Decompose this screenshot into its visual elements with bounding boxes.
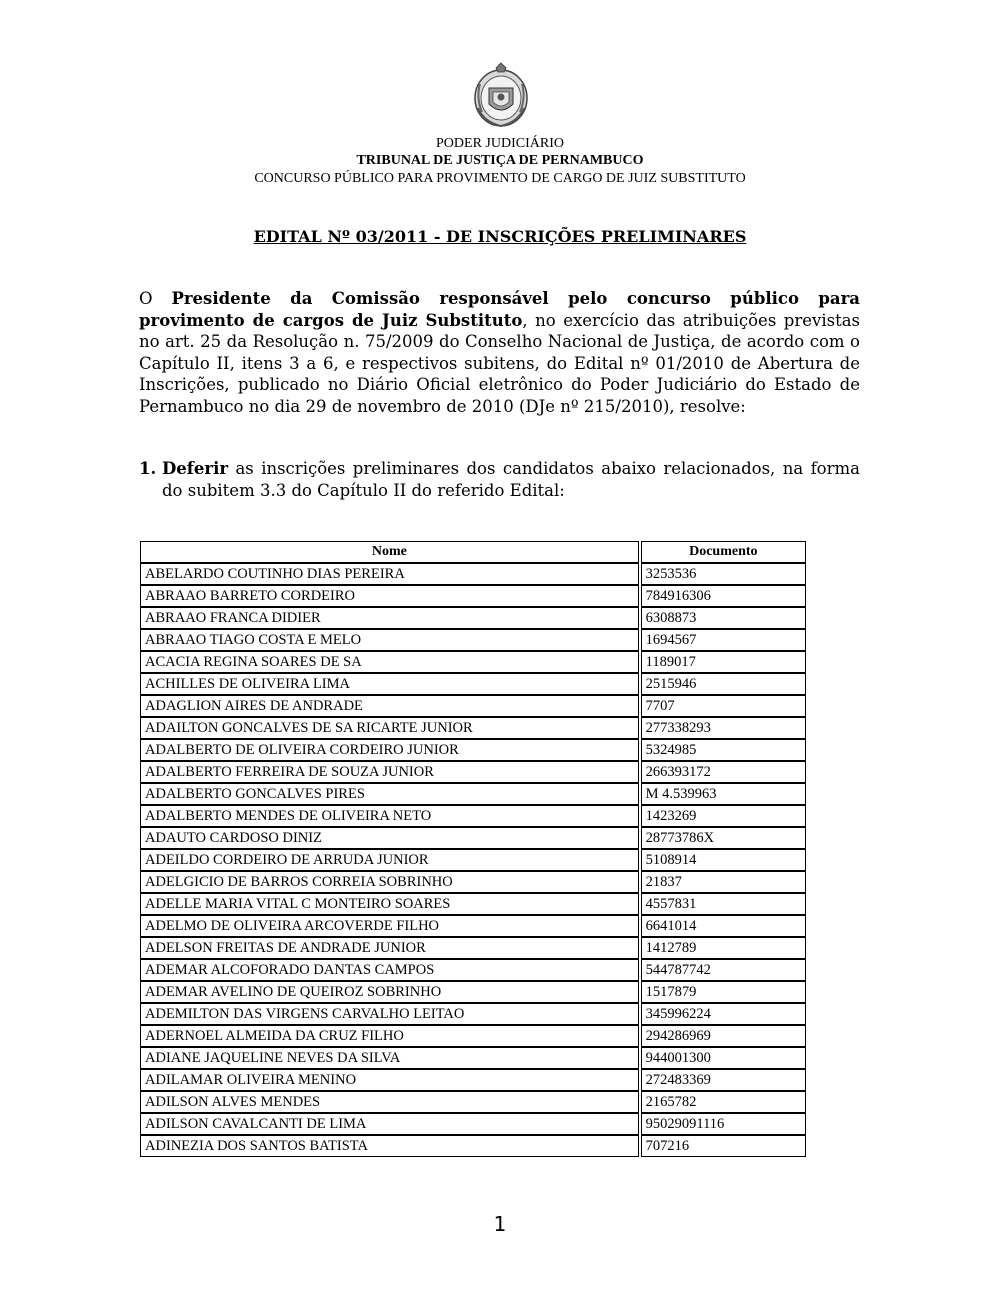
candidate-document: 1517879 [641,981,806,1003]
candidate-document: 345996224 [641,1003,806,1025]
candidate-name: ADELSON FREITAS DE ANDRADE JUNIOR [140,937,639,959]
candidate-document: 2165782 [641,1091,806,1113]
candidate-name: ADERNOEL ALMEIDA DA CRUZ FILHO [140,1025,639,1047]
table-row [140,563,806,585]
header-court-name: TRIBUNAL DE JUSTIÇA DE PERNAMBUCO [356,153,644,168]
candidate-document: 707216 [641,1135,806,1157]
table-row [140,1025,806,1047]
table-row [140,849,806,871]
candidate-document: 1423269 [641,805,806,827]
document-title: EDITAL Nº 03/2011 - DE INSCRIÇÕES PRELIMINARES [253,227,747,246]
table-row [140,607,806,629]
table-row [140,893,806,915]
candidate-name: ACHILLES DE OLIVEIRA LIMA [140,673,639,695]
column-header-document: Documento [641,541,806,563]
table-row [140,1003,806,1025]
candidate-name: ADELGICIO DE BARROS CORREIA SOBRINHO [140,871,639,893]
table-row [140,695,806,717]
candidates-table [140,541,806,1157]
candidate-document: 3253536 [641,563,806,585]
intro-paragraph [139,288,860,417]
table-row [140,915,806,937]
candidate-name: ADILSON CAVALCANTI DE LIMA [140,1113,639,1135]
table-row [140,585,806,607]
candidate-document: 6641014 [641,915,806,937]
candidate-name: ADIANE JAQUELINE NEVES DA SILVA [140,1047,639,1069]
table-row [140,871,806,893]
candidate-document: 1189017 [641,651,806,673]
candidate-document: 272483369 [641,1069,806,1091]
candidate-document: 5324985 [641,739,806,761]
resolution-item-1 [139,458,860,501]
candidate-name: ABRAAO BARRETO CORDEIRO [140,585,639,607]
candidate-document: 277338293 [641,717,806,739]
candidate-name: ADILSON ALVES MENDES [140,1091,639,1113]
table-row [140,1113,806,1135]
candidate-name: ABRAAO FRANCA DIDIER [140,607,639,629]
table-row [140,783,806,805]
table-header-row [140,541,806,563]
candidate-document: 944001300 [641,1047,806,1069]
header-court-branch: PODER JUDICIÁRIO [436,136,564,151]
candidate-document: 544787742 [641,959,806,981]
table-row [140,805,806,827]
item-bold: Deferir [162,459,229,478]
table-row [140,761,806,783]
item-number: 1. [139,459,157,478]
candidate-name: ADEMILTON DAS VIRGENS CARVALHO LEITAO [140,1003,639,1025]
table-row [140,1135,806,1157]
coat-of-arms-icon [470,62,532,130]
candidate-name: ADAUTO CARDOSO DINIZ [140,827,639,849]
header-contest-title: CONCURSO PÚBLICO PARA PROVIMENTO DE CARGO DE JUIZ SUBSTITUTO [254,171,746,186]
candidate-name: ADINEZIA DOS SANTOS BATISTA [140,1135,639,1157]
candidate-name: ACACIA REGINA SOARES DE SA [140,651,639,673]
candidate-document: M 4.539963 [641,783,806,805]
table-row [140,1047,806,1069]
candidate-document: 21837 [641,871,806,893]
candidate-name: ADEMAR AVELINO DE QUEIROZ SOBRINHO [140,981,639,1003]
table-row [140,981,806,1003]
table-row [140,629,806,651]
candidate-document: 7707 [641,695,806,717]
candidate-name: ADEILDO CORDEIRO DE ARRUDA JUNIOR [140,849,639,871]
candidate-name: ADALBERTO FERREIRA DE SOUZA JUNIOR [140,761,639,783]
candidate-document: 1694567 [641,629,806,651]
candidate-name: ADELLE MARIA VITAL C MONTEIRO SOARES [140,893,639,915]
candidate-document: 2515946 [641,673,806,695]
candidate-name: ADAGLION AIRES DE ANDRADE [140,695,639,717]
candidate-document: 6308873 [641,607,806,629]
candidate-document: 784916306 [641,585,806,607]
column-header-name: Nome [140,541,639,563]
candidate-name: ADALBERTO DE OLIVEIRA CORDEIRO JUNIOR [140,739,639,761]
item-rest: as inscrições preliminares dos candidatos abaixo relacionados, na forma do subitem 3.3 do Capítulo II do referido Edital: [162,459,860,500]
candidate-document: 266393172 [641,761,806,783]
candidate-document: 5108914 [641,849,806,871]
table-row [140,717,806,739]
candidate-document: 95029091116 [641,1113,806,1135]
candidate-document: 28773786X [641,827,806,849]
page-number: 1 [493,1212,507,1236]
table-row [140,827,806,849]
candidate-name: ADILAMAR OLIVEIRA MENINO [140,1069,639,1091]
table-row [140,1069,806,1091]
candidate-document: 294286969 [641,1025,806,1047]
table-row [140,651,806,673]
candidate-name: ADELMO DE OLIVEIRA ARCOVERDE FILHO [140,915,639,937]
table-row [140,1091,806,1113]
table-row [140,959,806,981]
table-row [140,937,806,959]
intro-rest: , no exercício das atribuições previstas no art. 25 da Resolução n. 75/2009 do Conselho Nacional de Justiça, de acordo com o Capítulo II, itens 3 a 6, e respectivos subitens, do Edital nº 01/2010 de Abertura de Inscrições, publicado no Diário Oficial eletrônico do Poder Judiciário do Estado de Pernambuco no dia 29 de novembro de 2010 (DJe nº 215/2010), resolve: [139,310,861,416]
candidate-name: ADALBERTO MENDES DE OLIVEIRA NETO [140,805,639,827]
candidate-document: 4557831 [641,893,806,915]
table-row [140,673,806,695]
intro-lead: O [139,289,172,308]
candidate-name: ABRAAO TIAGO COSTA E MELO [140,629,639,651]
candidate-name: ADAILTON GONCALVES DE SA RICARTE JUNIOR [140,717,639,739]
candidate-name: ADEMAR ALCOFORADO DANTAS CAMPOS [140,959,639,981]
intro-bold: Presidente da Comissão responsável pelo concurso público para provimento de cargos de Juiz Substituto [139,289,860,330]
table-row [140,739,806,761]
candidate-document: 1412789 [641,937,806,959]
candidate-name: ADALBERTO GONCALVES PIRES [140,783,639,805]
candidate-name: ABELARDO COUTINHO DIAS PEREIRA [140,563,639,585]
